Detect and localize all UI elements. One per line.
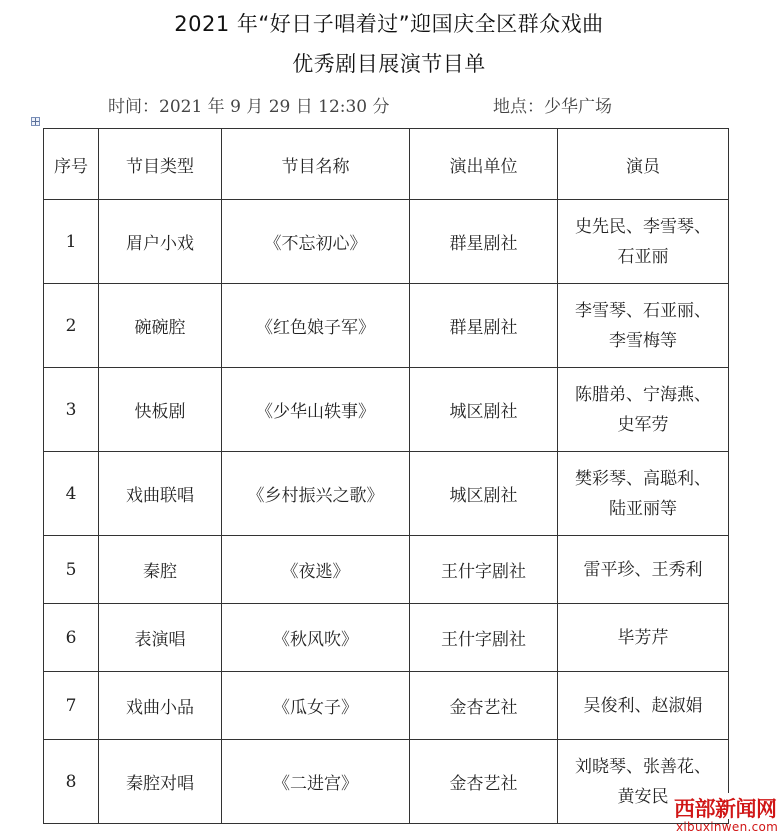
performing-unit: 王什字剧社 xyxy=(410,604,558,672)
watermark-url: xibuxinwen.com xyxy=(676,820,778,834)
table-row xyxy=(44,200,729,284)
program-type: 戏曲联唱 xyxy=(99,452,222,536)
program-type: 秦腔 xyxy=(99,536,222,604)
header-number: 序号 xyxy=(44,129,99,200)
performing-unit: 城区剧社 xyxy=(410,368,558,452)
actors-line-2: 史军劳 xyxy=(617,414,669,435)
program-type: 眉户小戏 xyxy=(99,200,222,284)
actors xyxy=(558,452,729,536)
title-line-1: 2021 年“好日子唱着过”迎国庆全区群众戏曲 xyxy=(174,12,604,36)
actors-line-1: 史先民、李雪琴、 xyxy=(575,216,711,237)
actors-line-1: 李雪琴、石亚丽、 xyxy=(575,300,711,321)
row-number: 4 xyxy=(44,452,99,536)
actors-line-2: 李雪梅等 xyxy=(609,330,677,351)
actors-line-2: 石亚丽 xyxy=(617,246,669,267)
row-number: 8 xyxy=(44,740,99,824)
actors xyxy=(558,604,729,672)
program-type: 戏曲小品 xyxy=(99,672,222,740)
program-title: 《不忘初心》 xyxy=(222,200,410,284)
actors-line-1: 吴俊利、赵淑娟 xyxy=(583,695,703,716)
header-actors: 演员 xyxy=(558,129,729,200)
actors xyxy=(558,284,729,368)
watermark-logo-text: 西部新闻网 xyxy=(674,796,777,821)
actors-line-1: 毕芳芹 xyxy=(617,627,669,648)
program-table xyxy=(43,128,729,824)
program-title: 《二进宫》 xyxy=(222,740,410,824)
row-number: 1 xyxy=(44,200,99,284)
site-watermark xyxy=(672,793,778,838)
performing-unit: 金杏艺社 xyxy=(410,740,558,824)
performing-unit: 王什字剧社 xyxy=(410,536,558,604)
program-type: 秦腔对唱 xyxy=(99,740,222,824)
actors xyxy=(558,200,729,284)
actors xyxy=(558,536,729,604)
program-type: 快板剧 xyxy=(99,368,222,452)
actors-line-1: 刘晓琴、张善花、 xyxy=(575,756,711,777)
header-title: 节目名称 xyxy=(222,129,410,200)
table-row xyxy=(44,368,729,452)
title-line-2: 优秀剧目展演节目单 xyxy=(292,52,486,76)
program-title: 《乡村振兴之歌》 xyxy=(222,452,410,536)
actors-line-1: 陈腊弟、宁海燕、 xyxy=(575,384,711,405)
program-title: 《少华山轶事》 xyxy=(222,368,410,452)
header-type: 节目类型 xyxy=(99,129,222,200)
program-type: 碗碗腔 xyxy=(99,284,222,368)
program-type: 表演唱 xyxy=(99,604,222,672)
table-row xyxy=(44,452,729,536)
row-number: 6 xyxy=(44,604,99,672)
row-number: 7 xyxy=(44,672,99,740)
actors xyxy=(558,672,729,740)
table-row xyxy=(44,536,729,604)
table-row xyxy=(44,672,729,740)
event-time: 时间：2021 年 9 月 29 日 12:30 分 xyxy=(108,97,390,117)
actors-line-1: 樊彩琴、高聪利、 xyxy=(575,468,711,489)
program-title: 《红色娘子军》 xyxy=(222,284,410,368)
performing-unit: 金杏艺社 xyxy=(410,672,558,740)
table-row xyxy=(44,740,729,824)
actors-line-2: 陆亚丽等 xyxy=(609,498,677,519)
actors-line-1: 雷平珍、王秀利 xyxy=(583,559,703,580)
row-number: 2 xyxy=(44,284,99,368)
program-title: 《瓜女子》 xyxy=(222,672,410,740)
actors-line-2: 黄安民 xyxy=(617,786,669,807)
performing-unit: 群星剧社 xyxy=(410,200,558,284)
row-number: 3 xyxy=(44,368,99,452)
performing-unit: 城区剧社 xyxy=(410,452,558,536)
header-unit: 演出单位 xyxy=(410,129,558,200)
actors xyxy=(558,368,729,452)
program-title: 《秋风吹》 xyxy=(222,604,410,672)
event-place: 地点：少华广场 xyxy=(493,97,612,117)
performing-unit: 群星剧社 xyxy=(410,284,558,368)
table-row xyxy=(44,604,729,672)
row-number: 5 xyxy=(44,536,99,604)
table-header-row xyxy=(44,129,729,200)
program-title: 《夜逃》 xyxy=(222,536,410,604)
table-move-handle-icon[interactable] xyxy=(31,117,40,126)
table-row xyxy=(44,284,729,368)
